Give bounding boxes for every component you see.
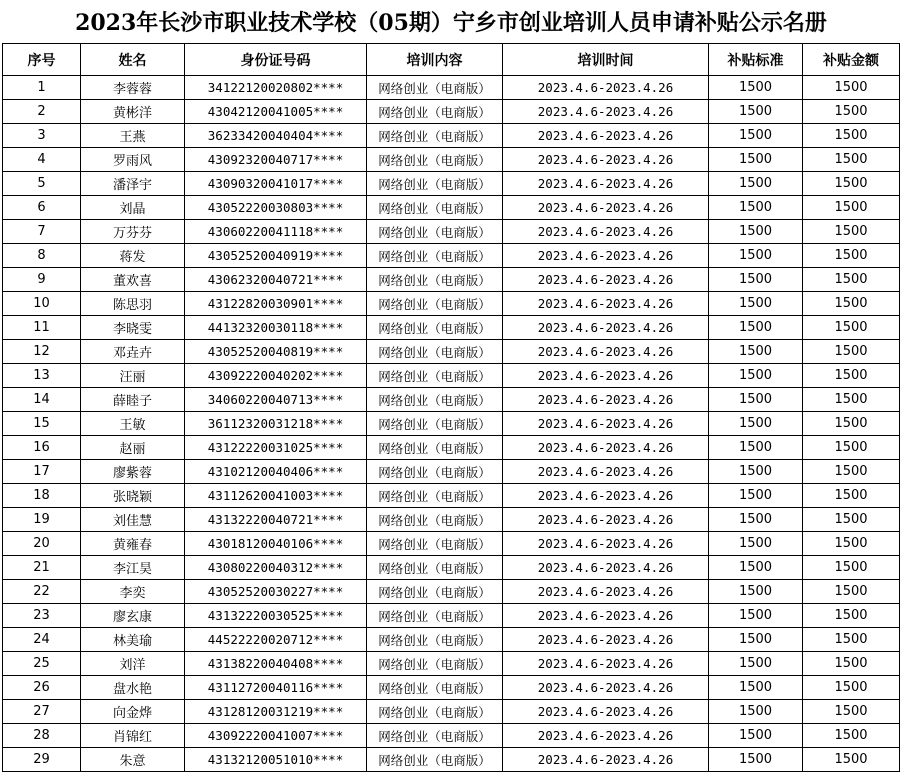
cell-training-content: 网络创业（电商版）	[367, 292, 503, 316]
cell-id-number: 43132120051010****	[185, 748, 367, 772]
cell-subsidy-amount: 1500	[803, 580, 900, 604]
cell-training-content: 网络创业（电商版）	[367, 220, 503, 244]
header-name: 姓名	[81, 44, 185, 76]
cell-training-period: 2023.4.6-2023.4.26	[503, 292, 709, 316]
cell-no: 24	[3, 628, 81, 652]
table-row	[3, 220, 900, 244]
cell-training-period: 2023.4.6-2023.4.26	[503, 412, 709, 436]
cell-name: 林美瑜	[81, 628, 185, 652]
cell-no: 12	[3, 340, 81, 364]
cell-no: 10	[3, 292, 81, 316]
cell-name: 肖锦红	[81, 724, 185, 748]
cell-training-period: 2023.4.6-2023.4.26	[503, 676, 709, 700]
cell-name: 刘晶	[81, 196, 185, 220]
cell-name: 刘洋	[81, 652, 185, 676]
cell-name: 黄彬洋	[81, 100, 185, 124]
cell-training-content: 网络创业（电商版）	[367, 484, 503, 508]
cell-id-number: 43112620041003****	[185, 484, 367, 508]
cell-training-period: 2023.4.6-2023.4.26	[503, 244, 709, 268]
cell-subsidy-amount: 1500	[803, 316, 900, 340]
header-id-number: 身份证号码	[185, 44, 367, 76]
cell-training-period: 2023.4.6-2023.4.26	[503, 316, 709, 340]
table-row	[3, 124, 900, 148]
table-row	[3, 148, 900, 172]
cell-training-content: 网络创业（电商版）	[367, 748, 503, 772]
cell-no: 27	[3, 700, 81, 724]
cell-no: 18	[3, 484, 81, 508]
cell-name: 万芬芬	[81, 220, 185, 244]
cell-no: 2	[3, 100, 81, 124]
table-row	[3, 244, 900, 268]
cell-training-content: 网络创业（电商版）	[367, 700, 503, 724]
cell-no: 21	[3, 556, 81, 580]
cell-id-number: 43128120031219****	[185, 700, 367, 724]
cell-no: 11	[3, 316, 81, 340]
cell-subsidy-standard: 1500	[709, 340, 803, 364]
cell-id-number: 43052220030803****	[185, 196, 367, 220]
page-title: 2023年长沙市职业技术学校（05期）宁乡市创业培训人员申请补贴公示名册	[75, 10, 827, 36]
cell-training-content: 网络创业（电商版）	[367, 124, 503, 148]
cell-subsidy-standard: 1500	[709, 412, 803, 436]
cell-name: 廖玄康	[81, 604, 185, 628]
cell-id-number: 43092320040717****	[185, 148, 367, 172]
table-row	[3, 364, 900, 388]
table-row	[3, 100, 900, 124]
cell-subsidy-amount: 1500	[803, 244, 900, 268]
cell-subsidy-standard: 1500	[709, 292, 803, 316]
cell-name: 董欢喜	[81, 268, 185, 292]
cell-name: 廖紫蓉	[81, 460, 185, 484]
table-row	[3, 628, 900, 652]
cell-id-number: 43122220031025****	[185, 436, 367, 460]
cell-subsidy-standard: 1500	[709, 508, 803, 532]
cell-subsidy-amount: 1500	[803, 628, 900, 652]
cell-id-number: 43090320041017****	[185, 172, 367, 196]
cell-training-content: 网络创业（电商版）	[367, 268, 503, 292]
cell-subsidy-amount: 1500	[803, 436, 900, 460]
cell-no: 22	[3, 580, 81, 604]
cell-no: 17	[3, 460, 81, 484]
cell-name: 李蓉蓉	[81, 76, 185, 100]
cell-training-period: 2023.4.6-2023.4.26	[503, 748, 709, 772]
cell-id-number: 43092220040202****	[185, 364, 367, 388]
cell-subsidy-amount: 1500	[803, 100, 900, 124]
cell-training-content: 网络创业（电商版）	[367, 172, 503, 196]
table-row	[3, 292, 900, 316]
cell-subsidy-standard: 1500	[709, 652, 803, 676]
table-row	[3, 460, 900, 484]
cell-training-content: 网络创业（电商版）	[367, 100, 503, 124]
cell-subsidy-amount: 1500	[803, 220, 900, 244]
cell-training-period: 2023.4.6-2023.4.26	[503, 172, 709, 196]
cell-no: 25	[3, 652, 81, 676]
cell-name: 潘泽宇	[81, 172, 185, 196]
cell-no: 19	[3, 508, 81, 532]
cell-id-number: 43132220040721****	[185, 508, 367, 532]
cell-training-period: 2023.4.6-2023.4.26	[503, 580, 709, 604]
cell-training-content: 网络创业（电商版）	[367, 436, 503, 460]
cell-training-period: 2023.4.6-2023.4.26	[503, 484, 709, 508]
cell-no: 26	[3, 676, 81, 700]
cell-id-number: 43102120040406****	[185, 460, 367, 484]
cell-subsidy-standard: 1500	[709, 628, 803, 652]
cell-id-number: 34122120020802****	[185, 76, 367, 100]
cell-subsidy-amount: 1500	[803, 532, 900, 556]
cell-name: 黄雍春	[81, 532, 185, 556]
cell-name: 向金烨	[81, 700, 185, 724]
cell-subsidy-standard: 1500	[709, 484, 803, 508]
cell-training-period: 2023.4.6-2023.4.26	[503, 196, 709, 220]
cell-id-number: 43080220040312****	[185, 556, 367, 580]
table-row	[3, 604, 900, 628]
cell-training-period: 2023.4.6-2023.4.26	[503, 556, 709, 580]
cell-name: 邓垚卉	[81, 340, 185, 364]
cell-subsidy-amount: 1500	[803, 340, 900, 364]
cell-id-number: 43052520030227****	[185, 580, 367, 604]
cell-name: 赵丽	[81, 436, 185, 460]
cell-subsidy-standard: 1500	[709, 700, 803, 724]
cell-subsidy-amount: 1500	[803, 268, 900, 292]
cell-training-period: 2023.4.6-2023.4.26	[503, 436, 709, 460]
cell-subsidy-standard: 1500	[709, 748, 803, 772]
cell-subsidy-standard: 1500	[709, 604, 803, 628]
cell-training-period: 2023.4.6-2023.4.26	[503, 268, 709, 292]
table-header-row	[3, 44, 900, 76]
cell-subsidy-amount: 1500	[803, 652, 900, 676]
cell-subsidy-standard: 1500	[709, 436, 803, 460]
cell-no: 8	[3, 244, 81, 268]
table-row	[3, 676, 900, 700]
cell-no: 5	[3, 172, 81, 196]
cell-subsidy-standard: 1500	[709, 460, 803, 484]
cell-training-period: 2023.4.6-2023.4.26	[503, 100, 709, 124]
cell-subsidy-standard: 1500	[709, 388, 803, 412]
cell-training-period: 2023.4.6-2023.4.26	[503, 364, 709, 388]
cell-name: 李奕	[81, 580, 185, 604]
header-training-period: 培训时间	[503, 44, 709, 76]
cell-subsidy-standard: 1500	[709, 364, 803, 388]
table-row	[3, 724, 900, 748]
cell-subsidy-amount: 1500	[803, 748, 900, 772]
table-row	[3, 388, 900, 412]
table-row	[3, 340, 900, 364]
cell-training-period: 2023.4.6-2023.4.26	[503, 652, 709, 676]
cell-subsidy-standard: 1500	[709, 532, 803, 556]
table-row	[3, 316, 900, 340]
cell-subsidy-amount: 1500	[803, 388, 900, 412]
cell-training-content: 网络创业（电商版）	[367, 580, 503, 604]
cell-training-period: 2023.4.6-2023.4.26	[503, 388, 709, 412]
cell-id-number: 43138220040408****	[185, 652, 367, 676]
cell-name: 李江昊	[81, 556, 185, 580]
table-row	[3, 76, 900, 100]
cell-id-number: 36112320031218****	[185, 412, 367, 436]
cell-training-content: 网络创业（电商版）	[367, 508, 503, 532]
cell-id-number: 36233420040404****	[185, 124, 367, 148]
cell-name: 罗雨风	[81, 148, 185, 172]
table-row	[3, 412, 900, 436]
cell-no: 28	[3, 724, 81, 748]
cell-subsidy-amount: 1500	[803, 508, 900, 532]
cell-training-content: 网络创业（电商版）	[367, 148, 503, 172]
cell-name: 蒋发	[81, 244, 185, 268]
cell-no: 15	[3, 412, 81, 436]
cell-training-period: 2023.4.6-2023.4.26	[503, 508, 709, 532]
header-subsidy-amount: 补贴金额	[803, 44, 900, 76]
cell-subsidy-standard: 1500	[709, 124, 803, 148]
cell-name: 盘水艳	[81, 676, 185, 700]
table-row	[3, 484, 900, 508]
cell-no: 23	[3, 604, 81, 628]
cell-subsidy-standard: 1500	[709, 196, 803, 220]
cell-id-number: 43052520040919****	[185, 244, 367, 268]
table-row	[3, 436, 900, 460]
cell-no: 29	[3, 748, 81, 772]
cell-training-period: 2023.4.6-2023.4.26	[503, 628, 709, 652]
cell-name: 薛睦子	[81, 388, 185, 412]
cell-training-period: 2023.4.6-2023.4.26	[503, 700, 709, 724]
cell-subsidy-standard: 1500	[709, 172, 803, 196]
cell-no: 14	[3, 388, 81, 412]
cell-id-number: 43052520040819****	[185, 340, 367, 364]
cell-name: 朱意	[81, 748, 185, 772]
cell-name: 张晓颖	[81, 484, 185, 508]
cell-id-number: 34060220040713****	[185, 388, 367, 412]
cell-training-period: 2023.4.6-2023.4.26	[503, 532, 709, 556]
cell-id-number: 43042120041005****	[185, 100, 367, 124]
cell-training-content: 网络创业（电商版）	[367, 196, 503, 220]
cell-no: 16	[3, 436, 81, 460]
cell-training-period: 2023.4.6-2023.4.26	[503, 724, 709, 748]
table-row	[3, 532, 900, 556]
cell-subsidy-amount: 1500	[803, 148, 900, 172]
cell-name: 汪丽	[81, 364, 185, 388]
cell-name: 李晓雯	[81, 316, 185, 340]
cell-subsidy-amount: 1500	[803, 460, 900, 484]
cell-training-content: 网络创业（电商版）	[367, 676, 503, 700]
table-row	[3, 580, 900, 604]
cell-id-number: 43122820030901****	[185, 292, 367, 316]
cell-training-period: 2023.4.6-2023.4.26	[503, 76, 709, 100]
cell-id-number: 43062320040721****	[185, 268, 367, 292]
cell-subsidy-amount: 1500	[803, 364, 900, 388]
cell-subsidy-amount: 1500	[803, 172, 900, 196]
cell-subsidy-standard: 1500	[709, 580, 803, 604]
cell-training-period: 2023.4.6-2023.4.26	[503, 340, 709, 364]
cell-no: 20	[3, 532, 81, 556]
cell-id-number: 43092220041007****	[185, 724, 367, 748]
cell-id-number: 43112720040116****	[185, 676, 367, 700]
cell-subsidy-amount: 1500	[803, 700, 900, 724]
cell-subsidy-amount: 1500	[803, 724, 900, 748]
table-row	[3, 196, 900, 220]
cell-subsidy-amount: 1500	[803, 556, 900, 580]
cell-subsidy-amount: 1500	[803, 676, 900, 700]
cell-no: 13	[3, 364, 81, 388]
cell-subsidy-amount: 1500	[803, 412, 900, 436]
cell-subsidy-amount: 1500	[803, 76, 900, 100]
cell-subsidy-amount: 1500	[803, 604, 900, 628]
cell-training-content: 网络创业（电商版）	[367, 604, 503, 628]
cell-training-period: 2023.4.6-2023.4.26	[503, 220, 709, 244]
table-row	[3, 508, 900, 532]
cell-training-period: 2023.4.6-2023.4.26	[503, 124, 709, 148]
cell-name: 陈思羽	[81, 292, 185, 316]
table-row	[3, 556, 900, 580]
cell-subsidy-standard: 1500	[709, 676, 803, 700]
cell-subsidy-standard: 1500	[709, 268, 803, 292]
cell-subsidy-standard: 1500	[709, 148, 803, 172]
cell-id-number: 43060220041118****	[185, 220, 367, 244]
header-subsidy-standard: 补贴标准	[709, 44, 803, 76]
cell-training-content: 网络创业（电商版）	[367, 652, 503, 676]
table-row	[3, 172, 900, 196]
cell-training-content: 网络创业（电商版）	[367, 316, 503, 340]
cell-no: 1	[3, 76, 81, 100]
cell-subsidy-amount: 1500	[803, 124, 900, 148]
cell-no: 6	[3, 196, 81, 220]
header-training-content: 培训内容	[367, 44, 503, 76]
cell-id-number: 43132220030525****	[185, 604, 367, 628]
cell-training-period: 2023.4.6-2023.4.26	[503, 604, 709, 628]
cell-training-content: 网络创业（电商版）	[367, 724, 503, 748]
cell-subsidy-standard: 1500	[709, 76, 803, 100]
cell-training-content: 网络创业（电商版）	[367, 460, 503, 484]
cell-name: 王燕	[81, 124, 185, 148]
table-row	[3, 268, 900, 292]
header-no: 序号	[3, 44, 81, 76]
cell-subsidy-standard: 1500	[709, 244, 803, 268]
cell-subsidy-amount: 1500	[803, 196, 900, 220]
cell-id-number: 44132320030118****	[185, 316, 367, 340]
cell-subsidy-standard: 1500	[709, 724, 803, 748]
cell-subsidy-standard: 1500	[709, 100, 803, 124]
cell-training-content: 网络创业（电商版）	[367, 76, 503, 100]
cell-subsidy-standard: 1500	[709, 316, 803, 340]
cell-training-content: 网络创业（电商版）	[367, 388, 503, 412]
cell-subsidy-standard: 1500	[709, 220, 803, 244]
cell-subsidy-amount: 1500	[803, 292, 900, 316]
cell-no: 9	[3, 268, 81, 292]
cell-no: 4	[3, 148, 81, 172]
cell-id-number: 44522220020712****	[185, 628, 367, 652]
cell-training-content: 网络创业（电商版）	[367, 412, 503, 436]
cell-no: 3	[3, 124, 81, 148]
cell-subsidy-standard: 1500	[709, 556, 803, 580]
cell-name: 刘佳慧	[81, 508, 185, 532]
cell-training-content: 网络创业（电商版）	[367, 628, 503, 652]
table-row	[3, 700, 900, 724]
cell-name: 王敏	[81, 412, 185, 436]
cell-training-period: 2023.4.6-2023.4.26	[503, 148, 709, 172]
cell-training-content: 网络创业（电商版）	[367, 556, 503, 580]
cell-id-number: 43018120040106****	[185, 532, 367, 556]
cell-training-content: 网络创业（电商版）	[367, 364, 503, 388]
cell-no: 7	[3, 220, 81, 244]
cell-subsidy-amount: 1500	[803, 484, 900, 508]
subsidy-table	[2, 43, 900, 772]
table-row	[3, 748, 900, 772]
cell-training-content: 网络创业（电商版）	[367, 340, 503, 364]
table-row	[3, 652, 900, 676]
cell-training-content: 网络创业（电商版）	[367, 244, 503, 268]
cell-training-content: 网络创业（电商版）	[367, 532, 503, 556]
cell-training-period: 2023.4.6-2023.4.26	[503, 460, 709, 484]
table-body	[3, 76, 900, 772]
